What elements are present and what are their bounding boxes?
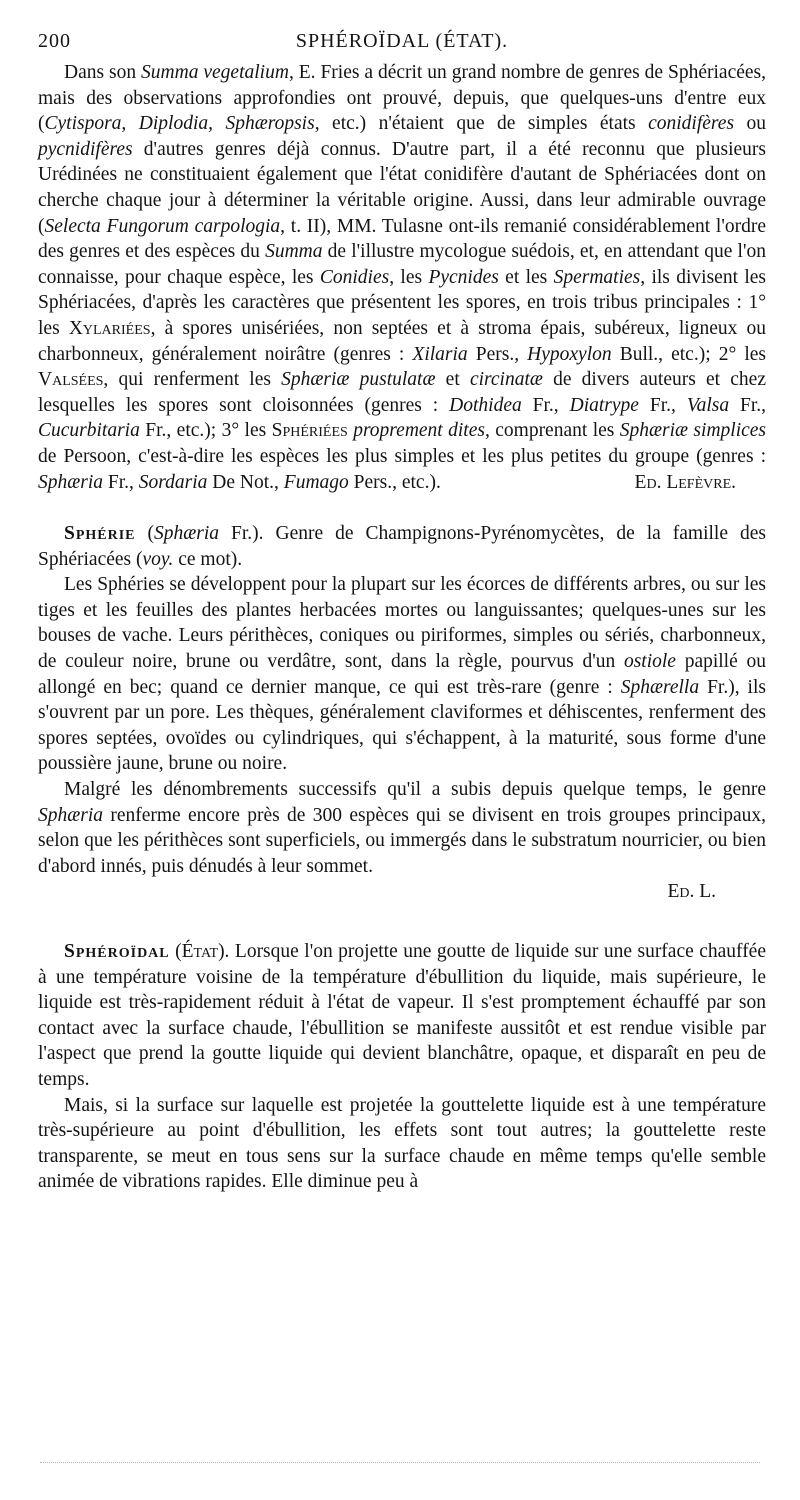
footer-divider: [40, 1462, 760, 1463]
page-number: 200: [38, 30, 71, 52]
paragraph-spheries-description: Les Sphéries se développent pour la plupart sur les écorces de différents arbres, ou sur les tiges et les feuilles des plantes herbacées mortes ou languissantes; quelques-unes sur les bouses de vache. Leurs périthèces, coniques ou piriformes, simples ou sériés, charbonneux, de couleur noire, brune ou verdâtre, sont, dans la règle, pourvus d'un ostiole papillé ou allongé en bec; quand ce dernier manque, ce qui est très-rare (genre : Sphærella Fr.), ils s'ouvrent par un pore. Les thèques, généralement claviformes et déhiscentes, renferment des spores septées, ovoïdes ou cylindriques, qui s'échappent, à la maturité, sous forme d'une poussière jaune, brune ou noire.: [38, 574, 766, 775]
headword-spherie: Sphérie: [64, 523, 136, 545]
headword-spheroidal: Sphéroïdal: [64, 941, 170, 962]
author-signature-ed-l: Ed. L.: [667, 881, 716, 903]
entry-spherie-heading: Sphérie (Sphæria Fr.). Genre de Champignons-Pyrénomycètes, de la famille des Sphériacées (voy. ce mot).: [38, 523, 766, 570]
page-header: [38, 30, 766, 60]
paragraph-sphaeriacees-conclusion: Dans son Summa vegetalium, E. Fries a décrit un grand nombre de genres de Sphériacées, mais des observations approfondies ont prouvé, depuis, que quelques-uns d'entre eux (Cytispora, Diplodia, Sphæropsis, etc.) n'étaient que de simples états conidifères ou pycnidifères d'autres genres déjà connus. D'autre part, il a été reconnu que plusieurs Urédinées ne constituaient également que l'état conidifère d'autant de Sphériacées dont on cherche chaque jour à déterminer la véritable origine. Aussi, dans leur admirable ouvrage (Selecta Fungorum carpologia, t. II), MM. Tulasne ont-ils remanié considérablement l'ordre des genres et des espèces du Summa de l'illustre mycologue suédois, et, en attendant que l'on connaisse, pour chaque espèce, les Conidies, les Pycnides et les Spermaties, ils divisent les Sphériacées, d'après les caractères que présentent les spores, en trois tribus principales : 1° les Xylariées, à spores unisériées, non septées et à stroma épais, subéreux, ligneux ou charbonneux, généralement noirâtre (genres : Xilaria Pers., Hypoxylon Bull., etc.); 2° les Valsées, qui renferment les Sphæriæ pustulatæ et circinatæ de divers auteurs et chez lesquelles les spores sont cloisonnées (genres : Dothidea Fr., Diatrype Fr., Valsa Fr., Cucurbitaria Fr., etc.); 3° les Sphériées proprement dites, comprenant les Sphæriæ simplices de Persoon, c'est-à-dire les espèces les plus simples et les plus petites du groupe (genres : Sphæria Fr., Sordaria De Not., Fumago Pers., etc.).: [38, 62, 767, 493]
paragraph-spheria-species: Malgré les dénombrements successifs qu'il a subis depuis quelque temps, le genre Sphæria renferme encore près de 300 espèces qui se divisent en trois groupes principaux, selon que les périthèces sont superficiels, ou immergés dans le substratum nourricier, ou bien d'abord innés, puis dénudés à leur sommet.: [38, 779, 766, 877]
page: [38, 30, 766, 1195]
author-signature-lefevre: Ed. Lefèvre.: [634, 471, 736, 493]
running-head: SPHÉROÏDAL (ÉTAT).: [295, 30, 509, 52]
paragraph-spheroidal-continuation: Mais, si la surface sur laquelle est projetée la gouttelette liquide est à une température très-supérieure au point d'ébullition, les effets sont tout autres; la gouttelette reste transparente, se meut en tous sens sur la surface chaude en même temps qu'elle semble animée de vibrations rapides. Elle diminue peu à: [38, 1094, 766, 1193]
entry-spheroidal-heading: Sphéroïdal (État). Lorsque l'on projette une goutte de liquide sur une surface chauffée à une température voisine de la température d'ébullition du liquide, mais supérieure, le liquide est très-rapidement réduit à l'état de vapeur. Il s'est promptement échauffé par son contact avec la surface chaude, l'ébullition se manifeste aussitôt et est rendue visible par l'aspect que prend la goutte liquide qui devient blanchâtre, opaque, et disparaît en peu de temps.: [38, 941, 766, 1090]
